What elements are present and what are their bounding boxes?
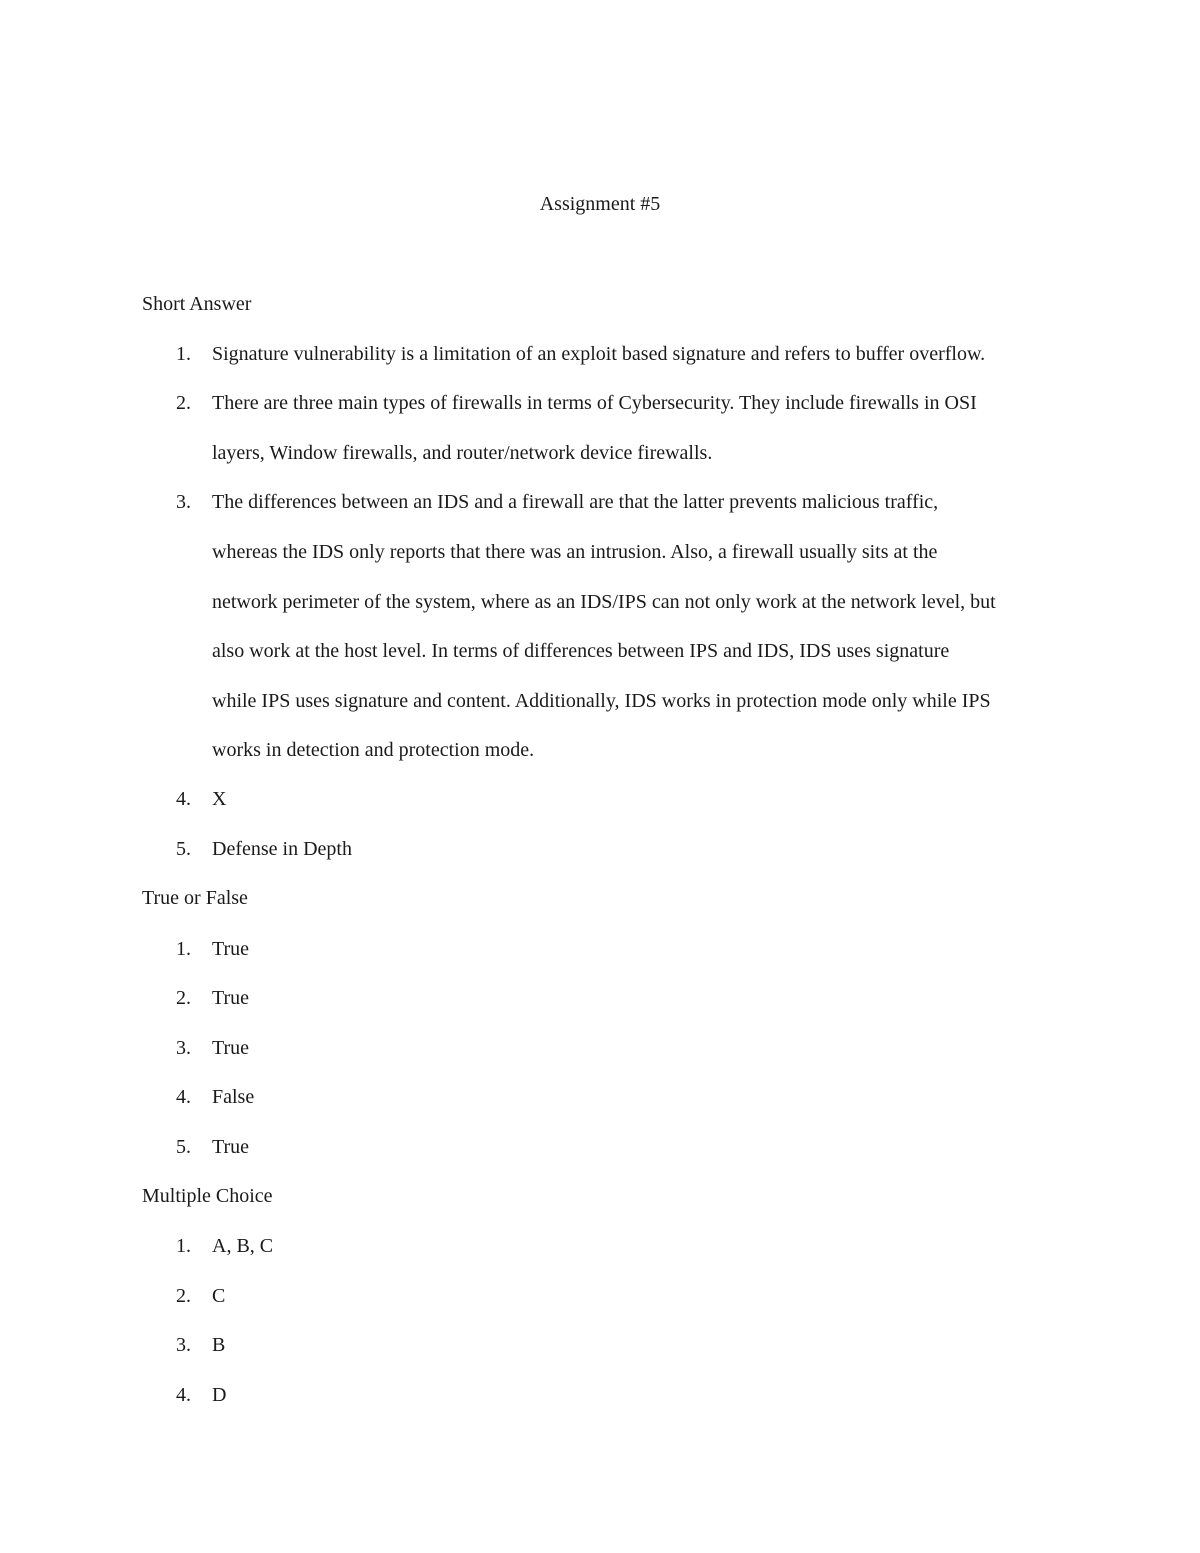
- list-item-number: 4.: [176, 1086, 191, 1108]
- list-item-text: True: [212, 987, 250, 1009]
- list-item-text: True: [212, 1136, 250, 1158]
- list-item-number: 5.: [176, 838, 191, 860]
- list-item-text: Signature vulnerability is a limitation of an exploit based signature and refers to buffer overflow.: [212, 343, 986, 365]
- list-item-text: Defense in Depth: [212, 838, 352, 860]
- list-item-number: 1.: [176, 938, 191, 960]
- section-heading-multiple-choice: Multiple Choice: [142, 1185, 273, 1207]
- list-item-text: network perimeter of the system, where as an IDS/IPS can not only work at the network level, but: [212, 591, 996, 613]
- list-item-text: whereas the IDS only reports that there was an intrusion. Also, a firewall usually sits at the: [212, 541, 938, 563]
- list-item-text: B: [212, 1334, 226, 1356]
- list-item-text: while IPS uses signature and content. Additionally, IDS works in protection mode only while IPS: [212, 690, 991, 712]
- list-item-text: layers, Window firewalls, and router/network device firewalls.: [212, 442, 713, 464]
- list-item-number: 2.: [176, 987, 191, 1009]
- page-title: Assignment #5: [539, 193, 661, 215]
- list-item-number: 1.: [176, 1235, 191, 1257]
- list-item-text: The differences between an IDS and a firewall are that the latter prevents malicious traffic,: [212, 491, 939, 513]
- section-heading-true-or-false: True or False: [142, 887, 248, 909]
- list-item-text: There are three main types of firewalls in terms of Cybersecurity. They include firewalls in OSI: [212, 392, 977, 414]
- list-item-number: 5.: [176, 1136, 191, 1158]
- list-item-text: works in detection and protection mode.: [212, 739, 535, 761]
- list-item-number: 4.: [176, 1384, 191, 1406]
- section-heading-short-answer: Short Answer: [142, 293, 252, 315]
- list-item-text: X: [212, 788, 227, 810]
- list-item-number: 1.: [176, 343, 191, 365]
- list-item-text: True: [212, 1037, 250, 1059]
- list-item-text: C: [212, 1285, 226, 1307]
- list-item-number: 3.: [176, 1334, 191, 1356]
- list-item-text: A, B, C: [212, 1235, 274, 1257]
- list-item-number: 2.: [176, 392, 191, 414]
- list-item-text: True: [212, 938, 250, 960]
- list-item-number: 3.: [176, 1037, 191, 1059]
- list-item-text: also work at the host level. In terms of differences between IPS and IDS, IDS uses signature: [212, 640, 950, 662]
- list-item-text: False: [212, 1086, 255, 1108]
- list-item-number: 3.: [176, 491, 191, 513]
- list-item-text: D: [212, 1384, 227, 1406]
- list-item-number: 2.: [176, 1285, 191, 1307]
- list-item-number: 4.: [176, 788, 191, 810]
